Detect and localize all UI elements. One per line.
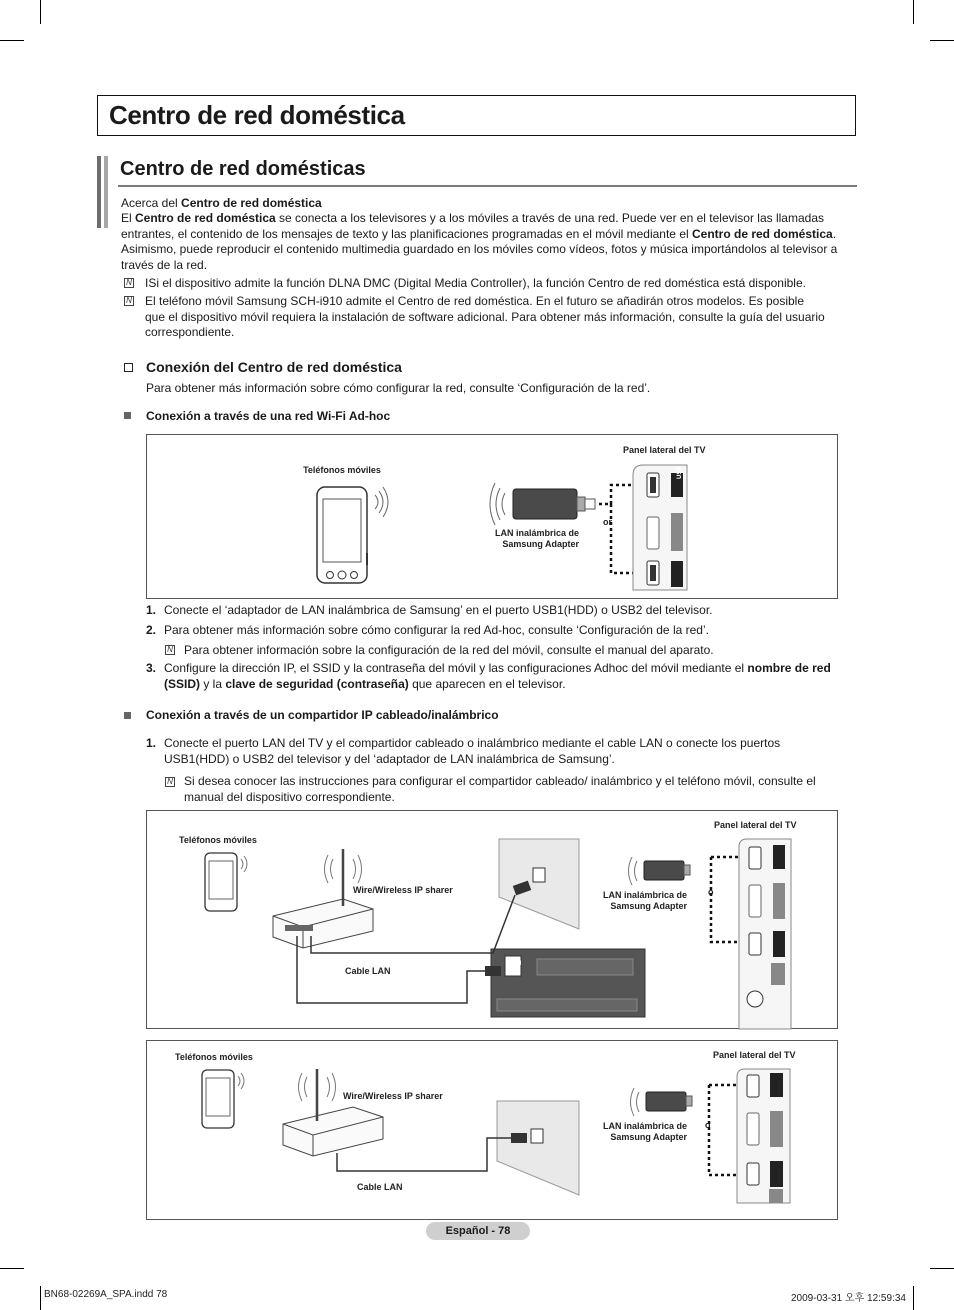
wireless-signal-icon	[241, 856, 247, 872]
sharer-diagram-2	[146, 1040, 838, 1220]
about-line: Acerca del Centro de red doméstica	[121, 196, 322, 210]
step-number: 2.	[146, 623, 157, 637]
wall-socket-icon	[497, 1101, 579, 1195]
note-icon: N	[165, 645, 175, 655]
adhoc-diagram	[146, 434, 838, 599]
wireless-signal-icon	[238, 1073, 244, 1089]
adhoc-step-3: Configure la dirección IP, el SSID y la contraseña del móvil y las configuraciones Adhoc del móvil mediante el nombre de red (SSID) y la clave de seguridad (contraseña) que aparecen en el televisor.	[164, 661, 831, 691]
checkbox-bullet-icon	[124, 363, 133, 372]
wireless-signal-icon	[629, 857, 638, 885]
sharer-step-1: Conecte el puerto LAN del TV y el compartidor cableado o inalámbrico mediante el cable LAN o conecte los puertos USB1(HDD) o USB2 del televisor y del ‘adaptador de LAN inalámbrica de Samsung’.	[164, 736, 781, 766]
phones-label: Teléfonos móviles	[175, 1052, 253, 1062]
crop-mark	[0, 40, 24, 41]
adhoc-step-1: Conecte el ‘adaptador de LAN inalámbrica de Samsung’ en el puerto USB1(HDD) o USB2 del televisor.	[164, 603, 713, 617]
page-title-box	[97, 95, 856, 136]
crop-mark	[930, 1268, 954, 1269]
mobile-phone-icon	[202, 1070, 234, 1128]
or-label: o	[708, 887, 714, 897]
wireless-signal-icon	[631, 1088, 640, 1116]
or-label: or	[603, 517, 612, 527]
lan-plug	[485, 966, 501, 976]
tv-side-panel	[739, 839, 791, 1029]
port-usb2-label: USB 2	[677, 461, 683, 479]
note-dlna: ISi el dispositivo admite la función DLNA DMC (Digital Media Controller), la función Centro de red doméstica está disponible.	[145, 276, 806, 290]
or-label: o	[705, 1120, 711, 1130]
wireless-adapter-icon	[646, 1092, 692, 1111]
wireless-adapter-icon	[513, 489, 595, 519]
note-icon: N	[124, 296, 134, 306]
step-number: 1.	[146, 736, 157, 750]
sharer-label: Wire/Wireless IP sharer	[343, 1091, 443, 1101]
square-bullet-icon	[124, 712, 131, 719]
sharer-illustration-1	[147, 811, 839, 1030]
square-bullet-icon	[124, 412, 131, 419]
router-icon	[283, 1069, 383, 1156]
section-marker	[97, 156, 101, 228]
sharer-note: Si desea conocer las instrucciones para configurar el compartidor cableado/ inalámbrico y el teléfono móvil, consulte el manual del dispositivo correspondiente.	[184, 774, 816, 804]
crop-mark	[40, 0, 41, 24]
adapter-label: LAN inalámbrica de Samsung Adapter	[602, 890, 687, 911]
tv-panel-label: Panel lateral del TV	[623, 445, 706, 455]
file-info: BN68-02269A_SPA.indd 78	[44, 1289, 168, 1300]
wall-socket-icon	[499, 839, 579, 929]
adapter-label: LAN inalámbrica de Samsung Adapter	[494, 528, 579, 549]
phones-label: Teléfonos móviles	[179, 835, 257, 845]
mobile-phone-icon	[317, 487, 368, 583]
print-date: 2009-03-31 오후 12:59:34	[791, 1293, 906, 1304]
tv-panel-label: Panel lateral del TV	[713, 1050, 796, 1060]
cable-label: Cable LAN	[357, 1182, 403, 1192]
page-title: Centro de red doméstica	[109, 100, 405, 130]
tv-panel-label: Panel lateral del TV	[714, 820, 797, 830]
phones-label: Teléfonos móviles	[303, 465, 381, 475]
connection-subtext: Para obtener más información sobre cómo configurar la red, consulte ‘Configuración de la red’.	[146, 381, 651, 395]
crop-mark	[40, 1286, 41, 1310]
crop-mark	[930, 40, 954, 41]
intro-paragraph: El Centro de red doméstica se conecta a los televisores y a los móviles a través de una red. Puede ver en el televisor las llamadas entrantes, el contenido de los mensajes de texto y las planificaciones programadas en el móvil mediante el Centro de red doméstica. Asimismo, puede reproducir el contenido multimedia guardado en los móviles como vídeos, fotos y música importándolos al televisor a través de la red.	[121, 211, 838, 272]
step-number: 1.	[146, 603, 157, 617]
note-icon: N	[165, 777, 175, 787]
page-number: Español - 78	[426, 1222, 530, 1240]
lan-port-label: LAN	[509, 961, 522, 967]
tv-side-panel	[737, 1069, 790, 1203]
adhoc-illustration	[147, 435, 839, 600]
adhoc-step-2: Para obtener más información sobre cómo configurar la red Ad-hoc, consulte ‘Configuración de la red’.	[164, 623, 709, 637]
crop-mark	[913, 0, 914, 24]
sharer-label: Wire/Wireless IP sharer	[353, 885, 453, 895]
sharer-heading: Conexión a través de un compartidor IP cableado/inalámbrico	[146, 708, 499, 722]
adhoc-step-2-note: Para obtener información sobre la configuración de la red del móvil, consulte el manual del aparato.	[184, 643, 714, 657]
sharer-illustration-2	[147, 1041, 839, 1221]
tv-side-panel	[633, 465, 687, 590]
cable-label: Cable LAN	[345, 966, 391, 976]
connection-heading: Conexión del Centro de red doméstica	[146, 359, 402, 375]
section-marker	[104, 156, 108, 228]
adhoc-heading: Conexión a través de una red Wi-Fi Ad-hoc	[146, 409, 391, 423]
note-sch-i910: El teléfono móvil Samsung SCH-i910 admite el Centro de red doméstica. En el futuro se añadirán otros modelos. Es posible que el dispositivo móvil requiera la instalación de software adicional. Para obtener más información, consulte la guía del usuario correspondiente.	[145, 294, 825, 339]
wireless-adapter-icon	[644, 861, 690, 880]
section-divider	[118, 185, 857, 187]
crop-mark	[0, 1268, 24, 1269]
adapter-label: LAN inalámbrica de Samsung Adapter	[602, 1121, 687, 1142]
wireless-signal-icon	[490, 483, 505, 525]
mobile-phone-icon	[205, 853, 237, 911]
note-icon: N	[124, 278, 134, 288]
section-title: Centro de red domésticas	[120, 158, 366, 180]
sharer-diagram-1	[146, 810, 838, 1029]
crop-mark	[913, 1286, 914, 1310]
wireless-signal-icon	[375, 487, 388, 517]
router-icon	[273, 849, 373, 948]
step-number: 3.	[146, 661, 157, 675]
